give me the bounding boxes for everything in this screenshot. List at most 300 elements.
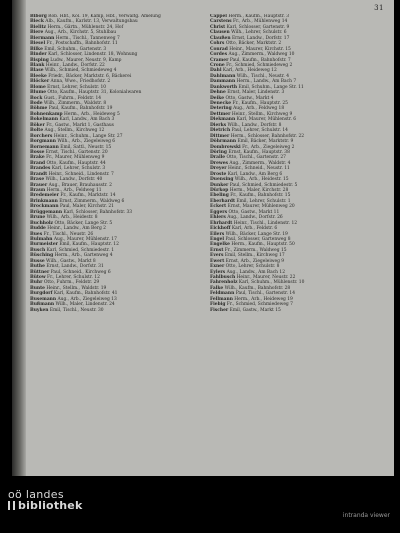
- library-logo[interactable]: [8, 489, 82, 511]
- directory-entry: [30, 286, 202, 291]
- entry-details: Heinr., Maurer, Neustr. 22: [236, 275, 296, 280]
- entry-details: Heinr., Landw., Dorfstr. 22: [45, 62, 105, 68]
- entry-surname: Dettmer: [210, 111, 231, 117]
- entry-surname: Dralle: [210, 155, 226, 161]
- entry-surname: Brandt: [30, 171, 48, 177]
- entry-details: Wilh., Landw., Dorfstr. 8: [227, 122, 282, 128]
- directory-entry: [30, 161, 202, 166]
- entry-details: Emil, Bäcker, Marktstr. 9: [237, 139, 294, 145]
- entry-details: Karl, Schlosser, Gartenstr. 9: [226, 24, 290, 30]
- directory-entry: [30, 145, 202, 150]
- directory-entry: [30, 264, 202, 269]
- entry-details: Emil, Sattl., Neustr. 15: [60, 144, 112, 150]
- directory-entry: [210, 302, 382, 307]
- entry-details: Otto, Gastw., Markt 4: [225, 95, 274, 101]
- directory-entry: [210, 74, 382, 79]
- directory-entry: [210, 134, 382, 139]
- entry-details: Wilh., Schmied, Schmiedeweg 4: [44, 68, 117, 74]
- entry-details: Fr., Arb., Mühlenweg 14: [233, 19, 288, 25]
- directory-entry: [210, 128, 382, 133]
- directory-entry: [210, 232, 382, 237]
- entry-details: Otto, Bäcker, Lange Str. 5: [54, 220, 113, 226]
- directory-entry: [30, 96, 202, 101]
- entry-surname: Braun: [30, 188, 46, 193]
- directory-entry: [30, 221, 202, 226]
- entry-details: Ernst, Arb., Ziegeleiweg 9: [225, 258, 285, 264]
- entry-details: Herm., Arb., Heideweg 19: [234, 296, 293, 302]
- entry-surname: Bohnenkamp: [30, 111, 63, 117]
- entry-surname: Buthe: [30, 264, 45, 270]
- entry-details: Otto, Kaufm., Hauptstr. 31, Kolonialwaren: [47, 90, 142, 96]
- page-number: 31: [374, 4, 384, 12]
- viewer-credit-link[interactable]: intranda viewer: [342, 512, 390, 519]
- entry-surname: Bielitz: [30, 24, 47, 30]
- entry-details: Otto, Gastw., Markt 11: [228, 209, 280, 215]
- entry-details: Wilh., Arb., Ziegeleiweg 6: [57, 139, 116, 145]
- entry-surname: Bütow: [30, 275, 46, 280]
- entry-details: Karl, Arb., Feldstr. 6: [231, 226, 278, 232]
- entry-surname: Böker: [30, 122, 45, 128]
- directory-entry: [210, 85, 382, 90]
- directory-entry: [210, 226, 382, 231]
- directory-entry: [210, 123, 382, 128]
- entry-details: Karl, Schuhm., Mühlenstr. 10: [238, 280, 305, 286]
- directory-entry: [30, 112, 202, 117]
- entry-surname: Ehlers: [210, 215, 226, 221]
- entry-surname: Döring: [210, 149, 227, 155]
- entry-surname: Crone: [210, 62, 225, 68]
- entry-details: Aug., Arb., Ziegeleiweg 13: [57, 296, 117, 302]
- entry-surname: Böhme: [30, 106, 48, 112]
- entry-surname: Büsching: [30, 253, 54, 259]
- entry-details: Anna, Wwe., Friedhofstr. 2: [50, 79, 111, 85]
- entry-surname: Ebeling: [210, 193, 229, 199]
- directory-entry: [210, 177, 382, 182]
- directory-entry: [30, 123, 202, 128]
- entry-details: Wilh., Maler, Lindenstr. 24: [55, 302, 115, 308]
- entry-surname: Duensing: [210, 177, 234, 183]
- entry-surname: Brase: [30, 177, 45, 183]
- entry-details: Otto, Lehrer, Schulstr. 8: [225, 264, 280, 270]
- entry-surname: Biborg: [30, 14, 47, 19]
- entry-details: Aug., Arb., Feldweg 18: [233, 106, 285, 112]
- entry-details: Herm., Kaufm., Hauptstr. 3: [228, 14, 290, 19]
- entry-surname: Ewert: [210, 258, 225, 264]
- directory-entry: [210, 52, 382, 57]
- entry-surname: Bues: [30, 231, 43, 237]
- entry-surname: Blome: [30, 84, 46, 90]
- entry-surname: Bieck: [30, 19, 44, 25]
- directory-entry: [210, 270, 382, 275]
- directory-entry: [210, 237, 382, 242]
- entry-surname: Burmeister: [30, 242, 58, 248]
- directory-entry: [30, 297, 202, 302]
- entry-surname: Büttner: [30, 269, 50, 275]
- entry-surname: Falke: [210, 285, 224, 291]
- logo-mark-icon: [8, 501, 15, 510]
- entry-surname: Brockmann: [30, 204, 59, 210]
- entry-surname: Deike: [210, 95, 225, 101]
- directory-entry: [210, 248, 382, 253]
- entry-details: Fr., Schmied, Schmiedeweg 2: [226, 62, 293, 68]
- directory-entry: [210, 112, 382, 117]
- directory-entry: [210, 259, 382, 264]
- entry-surname: Feldmann: [210, 291, 235, 297]
- entry-details: Karl, Maurer, Mühlenstr. 6: [236, 117, 297, 123]
- entry-details: Ernst, Maler, Lindenstr. 3: [227, 90, 285, 96]
- entry-surname: Biere: [30, 30, 44, 36]
- directory-entry: [30, 232, 202, 237]
- entry-surname: Fahlbusch: [210, 275, 236, 280]
- directory-entry: [210, 297, 382, 302]
- entry-surname: Biermann: [30, 35, 55, 41]
- entry-details: Herm., Maler, Kirchstr. 28: [229, 188, 289, 193]
- entry-details: Aug., Brauer, Brauhausstr. 2: [48, 182, 112, 188]
- directory-entry: [210, 183, 382, 188]
- entry-details: Otto, Tischl., Gartenstr. 27: [226, 155, 286, 161]
- directory-entry: [210, 150, 382, 155]
- entry-details: Heinr., Schuhm., Lange Str. 27: [53, 133, 123, 139]
- directory-entry: [30, 63, 202, 68]
- directory-entry: [30, 280, 202, 285]
- entry-details: Aug., Landw., Dorfstr. 26: [227, 215, 283, 221]
- entry-surname: Dehne: [210, 90, 226, 96]
- entry-details: Herm., Tischl., Tannenweg 7: [55, 35, 120, 41]
- entry-details: Otto, Bäcker, Marktstr. 2: [225, 41, 282, 47]
- entry-surname: Budde: [30, 226, 46, 232]
- entry-details: Emil, Gastw., Markt 15: [229, 307, 281, 313]
- entry-surname: Brune: [30, 215, 46, 221]
- directory-entry: [210, 101, 382, 106]
- directory-entry: [210, 14, 382, 19]
- entry-details: Herm., Arb., Heideweg 5: [64, 111, 120, 117]
- entry-details: Paul, Lehrer, Schulstr. 14: [231, 128, 288, 134]
- directory-entry: [210, 280, 382, 285]
- entry-surname: Burgdorf: [30, 291, 53, 297]
- entry-surname: Eggers: [210, 209, 228, 215]
- entry-details: Heinr., Tischl., Lindenstr. 12: [233, 220, 298, 226]
- entry-details: Wilh., Tischl., Neustr. 4: [236, 73, 290, 79]
- directory-entry: [210, 264, 382, 269]
- directory-entry: [210, 204, 382, 209]
- entry-details: Herm., Arb., Gartenweg 4: [54, 253, 113, 259]
- entry-surname: Dahlmann: [210, 73, 236, 79]
- directory-entry: [30, 177, 202, 182]
- entry-surname: Bolte: [30, 128, 44, 134]
- entry-details: Paul, Kaufm., Bahnhofstr. 19: [48, 106, 113, 112]
- directory-entry: [210, 41, 382, 46]
- entry-details: Ernst, Zimmerm., Waldweg 6: [59, 198, 125, 204]
- entry-surname: Borchers: [30, 133, 53, 139]
- entry-surname: Bulmahn: [30, 236, 53, 242]
- directory-entry: [30, 106, 202, 111]
- entry-surname: Brauer: [30, 182, 48, 188]
- entry-details: Aug., Stellm., Kirchweg 12: [44, 128, 105, 134]
- directory-entry: [30, 270, 202, 275]
- entry-surname: Bußmann: [30, 302, 55, 308]
- entry-surname: Eickhoff: [210, 226, 231, 232]
- directory-entry: [30, 308, 202, 313]
- directory-entry: [30, 204, 202, 209]
- logo-line-1: oö landes: [8, 488, 64, 501]
- entry-details: Paul, Tischl., Gartenstr. 14: [235, 291, 295, 297]
- entry-surname: Blöcker: [30, 79, 50, 85]
- entry-surname: Busch: [30, 247, 46, 253]
- directory-entry: [210, 47, 382, 52]
- directory-entry: [30, 193, 202, 198]
- entry-surname: Cohrs: [210, 41, 225, 47]
- directory-entry: [30, 302, 202, 307]
- directory-entry: [210, 90, 382, 95]
- entry-details: Wilh., Kaufm., Bahnhofstr. 28: [224, 285, 291, 291]
- scanned-page: [12, 0, 394, 476]
- entry-surname: Exner: [210, 264, 225, 270]
- entry-details: Karl, Lehrer, Schulstr. 3: [51, 166, 106, 172]
- entry-details: Heinr., Stellm., Waldstr. 19: [46, 285, 107, 291]
- logo-line-2: [8, 500, 82, 511]
- directory-entry: [30, 134, 202, 139]
- directory-entry: [30, 74, 202, 79]
- directory-entry: [30, 14, 202, 19]
- entry-surname: Cramer: [210, 57, 229, 63]
- entry-details: Fr., Arb., Ziegeleiweg 2: [242, 144, 295, 150]
- directory-entry: [210, 58, 382, 63]
- page-gutter: [12, 0, 26, 476]
- directory-entry: [210, 25, 382, 30]
- directory-entry: [30, 199, 202, 204]
- entry-details: Aug., Landw., Am Bach 12: [226, 269, 285, 275]
- entry-details: Wilh., Arb., Heidestr. 8: [46, 215, 98, 221]
- entry-details: Emil, Tischl., Neustr. 30: [49, 307, 104, 313]
- directory-entry: [30, 210, 202, 215]
- entry-details: Heinr., Stellm., Kirchweg 9: [231, 111, 293, 117]
- entry-surname: Buchholz: [30, 220, 54, 226]
- entry-surname: Brandes: [30, 166, 51, 172]
- entry-surname: Eckert: [210, 204, 227, 210]
- directory-entry: [30, 259, 202, 264]
- entry-surname: Diekmann: [210, 117, 236, 123]
- entry-details: Friedr., Bäcker, Marktstr. 6, Bäckerei: [48, 73, 132, 79]
- directory-entry: [30, 68, 202, 73]
- directory-entry: [30, 58, 202, 63]
- entry-details: Ernst, Landw., Dorfstr. 31: [46, 264, 104, 270]
- directory-entry: [30, 25, 202, 30]
- directory-entry: [210, 161, 382, 166]
- entry-details: Emil, Lehrer, Schulstr. 1: [236, 198, 291, 204]
- directory-entry: [30, 248, 202, 253]
- entry-surname: Fellmann: [210, 296, 233, 302]
- entry-details: Ernst, Lehrer, Schulstr. 10: [47, 84, 107, 90]
- entry-details: Karl, Schmied, Schmiedestr. 1: [46, 247, 114, 253]
- entry-details: Fr., Postschaffn., Bahnhofstr. 11: [46, 41, 118, 47]
- directory-entry: [30, 166, 202, 171]
- directory-entry: [210, 215, 382, 220]
- entry-details: Otto, Kaufm., Hauptstr. 44: [46, 160, 106, 166]
- entry-surname: Cordes: [210, 52, 228, 58]
- directory-entry: [30, 117, 202, 122]
- entry-details: Emil, Schuhm., Lange Str. 11: [238, 84, 304, 90]
- directory-entry: [30, 188, 202, 193]
- entry-details: Karl, Landw., Am Bach 3: [59, 117, 115, 123]
- directory-entry: [30, 52, 202, 57]
- directory-entry: [210, 96, 382, 101]
- entry-details: Karl, Schlosser, Bahnhofstr. 33: [63, 209, 133, 215]
- entry-surname: Bode: [30, 101, 43, 106]
- entry-details: Emil, Stellm., Kirchweg 17: [224, 253, 285, 259]
- entry-details: Paul, Schmied, Schmiedestr. 5: [229, 182, 298, 188]
- directory-entry: [210, 308, 382, 313]
- directory-entry: [210, 188, 382, 193]
- directory-entry: [210, 139, 382, 144]
- logo-line-2-text: bibliothek: [18, 499, 83, 512]
- entry-surname: Dierks: [210, 122, 227, 128]
- entry-surname: Buyken: [30, 307, 49, 313]
- directory-entry: [30, 215, 202, 220]
- entry-surname: Busemann: [30, 296, 57, 302]
- directory-entry: [210, 166, 382, 171]
- directory-entry: [30, 155, 202, 160]
- entry-details: Herm., Gärtn., Mühlenstr. 24, Hof: [47, 24, 124, 30]
- directory-entry: [210, 193, 382, 198]
- directory-entry: [30, 19, 202, 24]
- directory-entry: [30, 139, 202, 144]
- entry-details: Heinr., Schneid., Lindenstr. 7: [48, 171, 114, 177]
- entry-details: Wilh., Zimmerm., Waldstr. 8: [43, 101, 107, 106]
- entry-details: Karl, Kaufm., Bahnhofstr. 41: [53, 291, 118, 297]
- entry-surname: Bilke: [30, 46, 43, 52]
- entry-surname: Bunte: [30, 285, 45, 291]
- directory-entry: [30, 172, 202, 177]
- directory-entry: [30, 36, 202, 41]
- entry-details: Herm., Kaufm., Hauptstr. 50: [231, 242, 295, 248]
- entry-details: Fr., Kaufm., Marktstr. 14: [60, 193, 116, 199]
- directory-entry: [210, 63, 382, 68]
- directory-entry: [210, 221, 382, 226]
- entry-surname: Binder: [30, 52, 47, 58]
- entry-details: Fr., Maurer, Mühlenweg 9: [46, 155, 105, 161]
- entry-details: Paul, Kaufm., Bahnhofstr. 7: [229, 57, 291, 63]
- directory-entry: [30, 85, 202, 90]
- right-column: [210, 14, 382, 470]
- entry-details: Ludw., Maurer, Neustr. 9, Kamp: [50, 57, 122, 63]
- entry-details: Wilh., Bäcker, Lange Str. 19: [225, 231, 288, 237]
- entry-surname: Bornemann: [30, 144, 59, 150]
- entry-surname: Denecke: [210, 101, 232, 106]
- entry-details: Wilh., Lehrer, Schulstr. 6: [231, 30, 287, 36]
- entry-surname: Claußen: [210, 35, 231, 41]
- entry-details: Ernst, Kaufm., Hauptstr. 38: [228, 149, 290, 155]
- entry-surname: Buhr: [30, 280, 43, 286]
- directory-entry: [30, 226, 202, 231]
- entry-surname: Dankworth: [210, 84, 238, 90]
- directory-entry: [30, 79, 202, 84]
- directory-entry: [210, 155, 382, 160]
- entry-details: Herm., Landw., Am Bach 7: [236, 79, 297, 85]
- directory-entry: [210, 242, 382, 247]
- entry-surname: Blase: [30, 68, 44, 74]
- directory-entry: [30, 128, 202, 133]
- entry-surname: Eberhardt: [210, 198, 235, 204]
- entry-surname: Dombrowski: [210, 144, 241, 150]
- entry-surname: Fischer: [210, 307, 229, 313]
- entry-details: Fr., Kaufm., Hauptstr. 25: [232, 101, 288, 106]
- entry-details: Otto, Fuhrm., Feldstr. 29: [43, 280, 100, 286]
- entry-surname: Brüggemann: [30, 209, 63, 215]
- directory-entry: [210, 30, 382, 35]
- entry-details: Emil, Kaufm., Hauptstr. 12: [59, 242, 119, 248]
- directory-entry: [30, 101, 202, 106]
- directory-entry: [210, 286, 382, 291]
- directory-entry: [30, 291, 202, 296]
- directory-entry: [210, 210, 382, 215]
- entry-details: Heinr., Schneid., Neustr. 11: [227, 166, 290, 172]
- directory-entry: [30, 41, 202, 46]
- entry-surname: Eilers: [210, 231, 225, 237]
- entry-details: Fr., Tischl., Neustr. 26: [43, 231, 94, 237]
- entry-surname: Dürkop: [210, 188, 229, 193]
- entry-surname: Evers: [210, 253, 224, 259]
- left-column: [30, 14, 202, 470]
- entry-details: Fr., Zimmerm., Waldweg 15: [224, 247, 287, 253]
- entry-details: Rob. Hbf., Kol. 19, Kamp, Hbf., Verwaltg. Amelung: [48, 14, 161, 19]
- entry-details: Gust., Fuhrm., Feldstr. 14: [43, 95, 102, 101]
- entry-surname: Döhrmann: [210, 139, 237, 145]
- entry-surname: Fiebig: [210, 302, 226, 308]
- entry-surname: Bokelmann: [30, 117, 59, 123]
- entry-surname: Dahl: [210, 68, 222, 74]
- entry-details: Heinr., Maurer, Kirchstr. 15: [229, 46, 291, 52]
- entry-details: Aug., Zimmerm., Waldweg 10: [228, 52, 295, 58]
- entry-details: Emil, Schuhm., Gartenstr. 3: [44, 46, 107, 52]
- entry-details: Ernst, Tischl., Gartenstr. 20: [45, 149, 108, 155]
- entry-surname: Borgmann: [30, 139, 56, 145]
- entry-surname: Cappel: [210, 14, 227, 19]
- entry-surname: Busse: [30, 258, 45, 264]
- entry-surname: Bredemeier: [30, 193, 59, 199]
- entry-surname: Brake: [30, 155, 45, 161]
- directory-entry: [210, 36, 382, 41]
- directory-entry: [210, 172, 382, 177]
- entry-surname: Ehrhardt: [210, 220, 233, 226]
- directory-entry: [30, 30, 202, 35]
- directory-entry: [210, 106, 382, 111]
- directory-entry: [210, 275, 382, 280]
- entry-surname: Blume: [30, 90, 47, 96]
- entry-surname: Detering: [210, 106, 232, 112]
- entry-details: Wilh., Arb., Heidestr. 15: [234, 177, 289, 183]
- entry-surname: Carstens: [210, 19, 232, 25]
- entry-details: Wilh., Landw., Dorfstr. 40: [45, 177, 103, 183]
- directory-entry: [30, 242, 202, 247]
- entry-details: Fr., Kaufm., Bahnhofstr. 15: [230, 193, 291, 199]
- directory-entry: [30, 150, 202, 155]
- entry-surname: Engelke: [210, 242, 230, 248]
- entry-surname: Brinkmann: [30, 198, 58, 204]
- directory-entry: [210, 199, 382, 204]
- directory-entry: [30, 275, 202, 280]
- entry-surname: Biesel: [30, 41, 46, 47]
- directory-entry: [210, 145, 382, 150]
- entry-surname: Bleeke: [30, 73, 47, 79]
- entry-details: Paul, Schlosser, Gartenweg 8: [225, 236, 291, 242]
- entry-details: Fr., Gastw., Markt 1, Gasthaus: [46, 122, 114, 128]
- directory-entry: [210, 79, 382, 84]
- entry-details: Karl, Schlosser, Lindenstr. 18, Wohnung: [48, 52, 138, 58]
- entry-details: Karl, Landw., Am Berg 6: [227, 171, 283, 177]
- entry-surname: Christ: [210, 24, 226, 30]
- entry-surname: Brand: [30, 160, 46, 166]
- entry-details: Fr., Schmied, Schmiedeweg 7: [226, 302, 293, 308]
